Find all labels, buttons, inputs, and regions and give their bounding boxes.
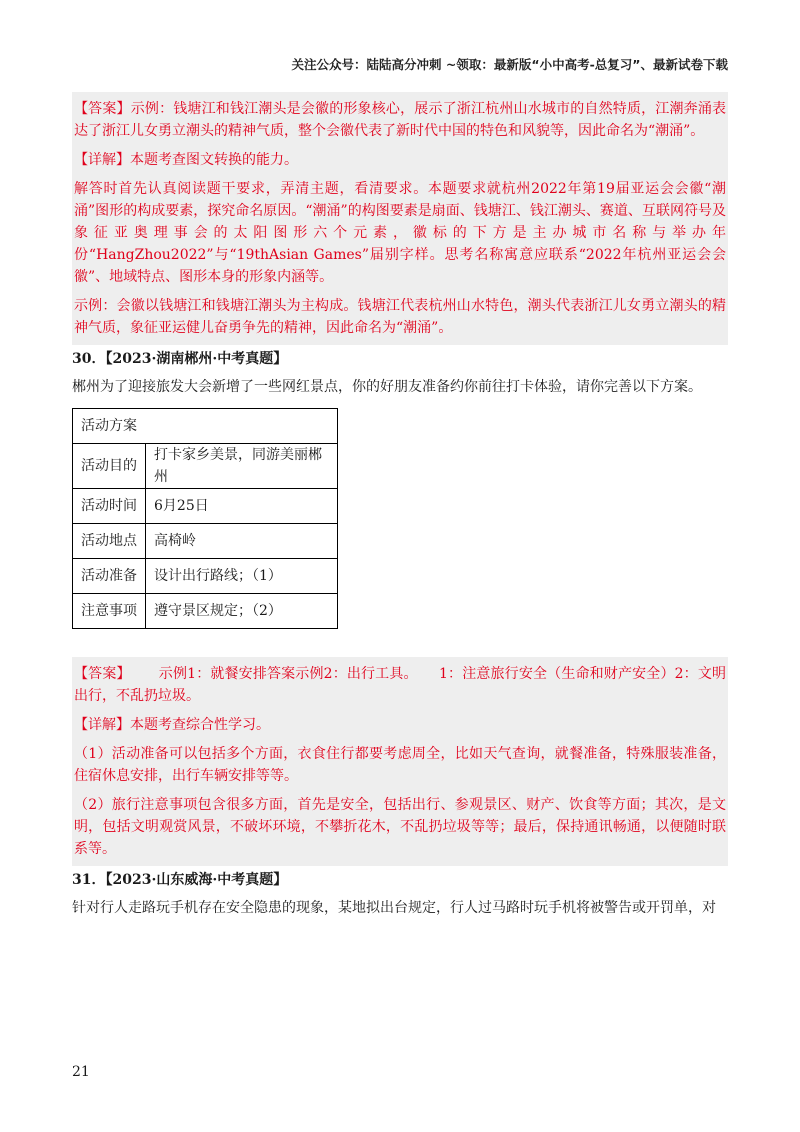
table-value: 遵守景区规定；（2） — [146, 594, 338, 629]
table-row — [73, 559, 338, 594]
answer-line — [74, 663, 726, 707]
answer-tag: 【答案】 — [74, 101, 131, 117]
answer-text: 示例：钱塘江和钱江潮头是会徽的形象核心，展示了浙江杭州山水城市的自然特质，江潮奔涌表达了浙江儿女勇立潮头的精神气质，整个会徽代表了新时代中国的特色和风貌等，因此命名为“潮涌”。 — [74, 101, 727, 139]
table-value: 打卡家乡美景，同游美丽郴州 — [146, 444, 338, 489]
detail-line — [74, 149, 726, 171]
question-number: 31． — [72, 872, 106, 888]
question-title — [72, 869, 728, 891]
page-number: 21 — [72, 1064, 90, 1080]
table-row — [73, 524, 338, 559]
page-header: 关注公众号：陆陆高分冲刺 ~领取：最新版“小中高考-总复习”、最新试卷下载 — [291, 57, 728, 72]
table-row — [73, 409, 338, 444]
answer-text: 示例1：就餐安排答案示例2：出行工具。 1：注意旅行安全（生命和财产安全）2：文明出行，不乱扔垃圾。 — [74, 666, 726, 704]
answer-line — [74, 98, 726, 142]
question-31 — [72, 869, 728, 919]
question-title — [72, 348, 728, 370]
example-paragraph: 示例：会徽以钱塘江和钱塘江潮头为主构成。钱塘江代表杭州山水特色，潮头代表浙江儿女勇立潮头的精神气质，象征亚运健儿奋勇争先的精神，因此命名为“潮涌”。 — [74, 298, 726, 336]
detail-tag: 【详解】 — [74, 152, 130, 168]
answer-tag: 【答案】 — [74, 666, 131, 682]
table-key: 注意事项 — [73, 594, 146, 629]
table-value: 高椅岭 — [146, 524, 338, 559]
activity-plan-table — [72, 408, 338, 629]
question-source: 【2023·山东威海·中考真题】 — [105, 872, 288, 888]
detail-paragraph: （1）活动准备可以包括多个方面，衣食住行都要考虑周全，比如天气查询，就餐准备，特殊服装准备，住宿休息安排，出行车辆安排等等。 — [74, 746, 726, 784]
table-key: 活动目的 — [73, 444, 146, 489]
detail-line — [74, 714, 726, 736]
table-value: 6月25日 — [146, 489, 338, 524]
table-key: 活动准备 — [73, 559, 146, 594]
table-row — [73, 444, 338, 489]
table-value: 设计出行路线；（1） — [146, 559, 338, 594]
question-stem: 针对行人走路玩手机存在安全隐患的现象，某地拟出台规定，行人过马路时玩手机将被警告或开罚单，对 — [72, 900, 716, 916]
question-source: 【2023·湖南郴州·中考真题】 — [105, 351, 288, 367]
table-key: 活动地点 — [73, 524, 146, 559]
answer-block-29 — [72, 92, 728, 345]
table-key: 活动时间 — [73, 489, 146, 524]
detail-paragraph: （2）旅行注意事项包含很多方面，首先是安全，包括出行、参观景区、财产、饮食等方面；其次，是文明，包括文明观赏风景，不破坏环境，不攀折花木，不乱扔垃圾等等；最后，保持通讯畅通，以便随时联系等。 — [74, 797, 726, 857]
table-title: 活动方案 — [73, 409, 338, 444]
page-content — [72, 92, 728, 919]
question-number: 30． — [72, 351, 106, 367]
detail-tag: 【详解】 — [74, 717, 130, 733]
table-row — [73, 594, 338, 629]
detail-text: 本题考查综合性学习。 — [130, 717, 270, 733]
detail-text: 本题考查图文转换的能力。 — [130, 152, 298, 168]
question-stem: 郴州为了迎接旅发大会新增了一些网红景点，你的好朋友准备约你前往打卡体验，请你完善以下方案。 — [72, 379, 702, 395]
question-30 — [72, 348, 728, 629]
detail-paragraph: 解答时首先认真阅读题干要求，弄清主题，看清要求。本题要求就杭州2022年第19届亚运会会徽“潮涌”图形的构成要素，探究命名原因。“潮涌”的构图要素是扇面、钱塘江、钱江潮头、赛道、互联网符号及象征亚奥理事会的太阳图形六个元素，徽标的下方是主办城市名称与举办年份“HangZhou2022”与“19thAsian Games”届别字样。思考名称寓意应联系“2022年杭州亚运会会徽”、地域特点、图形本身的形象内涵等。 — [74, 181, 726, 285]
table-row — [73, 489, 338, 524]
answer-block-30 — [72, 657, 728, 866]
